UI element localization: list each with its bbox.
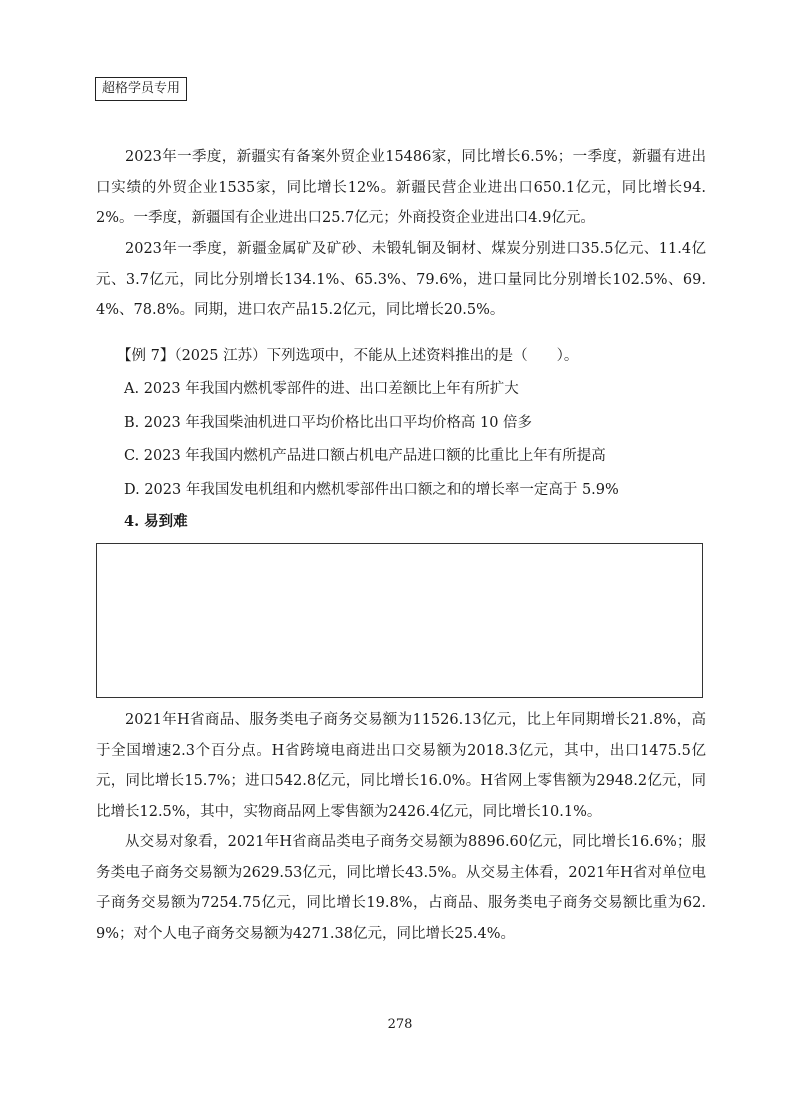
page-number: 278 xyxy=(387,1017,413,1032)
passage1-paragraph-1: 2023年一季度，新疆实有备案外贸企业15486家，同比增长6.5%；一季度，新疆有进出口实绩的外贸企业1535家，同比增长12%。新疆民营企业进出口650.1亿元，同比增长94.2%。一季度，新疆国有企业进出口25.7亿元；外商投资企业进出口4.9亿元。 xyxy=(96,149,706,226)
question-option-a: A. 2023 年我国内燃机零部件的进、出口差额比上年有所扩大 xyxy=(124,381,519,397)
question-option-d: D. 2023 年我国发电机组和内燃机零部件出口额之和的增长率一定高于 5.9% xyxy=(124,482,619,498)
header-stamp: 超格学员专用 xyxy=(95,77,187,101)
question-stem: 【例 7】（2025 江苏）下列选项中，不能从上述资料推出的是（ ）。 xyxy=(117,348,579,364)
question-option-c: C. 2023 年我国内燃机产品进口额占机电产品进口额的比重比上年有所提高 xyxy=(124,448,606,464)
section-heading: 4. 易到难 xyxy=(124,513,188,530)
passage2-paragraph-1: 2021年H省商品、服务类电子商务交易额为11526.13亿元，比上年同期增长21.8%，高于全国增速2.3个百分点。H省跨境电商进出口交易额为2018.3亿元，其中，出口1475.5亿元，同比增长15.7%；进口542.8亿元，同比增长16.0%。H省网上零售额为2948.2亿元，同比增长12.5%，其中，实物商品网上零售额为2426.4亿元，同比增长10.1%。 xyxy=(96,712,706,820)
blank-chart-frame xyxy=(96,543,703,698)
question-option-b: B. 2023 年我国柴油机进口平均价格比出口平均价格高 10 倍多 xyxy=(124,415,533,431)
passage1-paragraph-2: 2023年一季度，新疆金属矿及矿砂、未锻轧铜及铜材、煤炭分别进口35.5亿元、11.4亿元、3.7亿元，同比分别增长134.1%、65.3%、79.6%，进口量同比分别增长102.5%、69.4%、78.8%。同期，进口农产品15.2亿元，同比增长20.5%。 xyxy=(96,241,706,318)
passage2-paragraph-2: 从交易对象看，2021年H省商品类电子商务交易额为8896.60亿元，同比增长16.6%；服务类电子商务交易额为2629.53亿元，同比增长43.5%。从交易主体看，2021年H省对单位电子商务交易额为7254.75亿元，同比增长19.8%，占商品、服务类电子商务交易额比重为62.9%；对个人电子商务交易额为4271.38亿元，同比增长25.4%。 xyxy=(96,834,706,942)
